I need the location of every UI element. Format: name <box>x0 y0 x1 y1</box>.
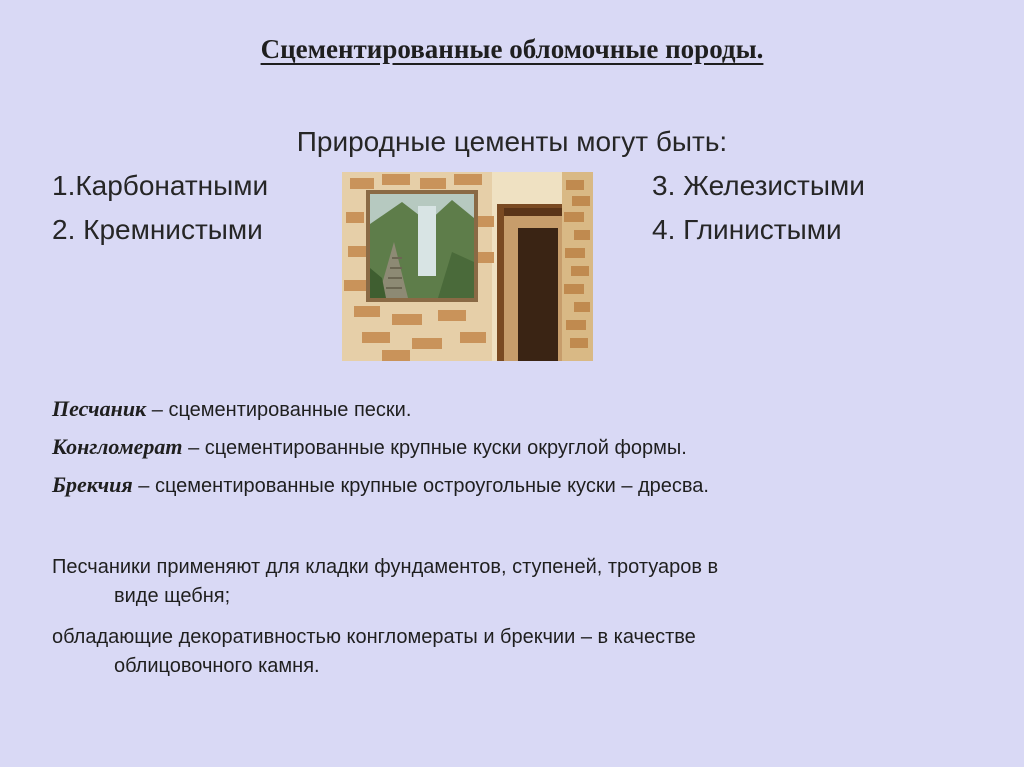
cements-heading: Природные цементы могут быть: <box>296 126 728 157</box>
term-sandstone: Песчаник <box>52 396 147 421</box>
term-breccia: Брекчия <box>52 472 133 497</box>
usage-paragraph-sandstone <box>52 553 952 611</box>
usage-paragraph-decorative <box>52 623 952 681</box>
cement-siliceous: 2. Кремнистыми <box>52 214 263 245</box>
paragraph-line: виде щебня; <box>114 585 231 607</box>
cement-clay: 4. Глинистыми <box>652 214 842 245</box>
cement-ferruginous: 3. Железистыми <box>652 170 865 201</box>
definition-text: – сцементированные крупные остроугольные куски – дресва. <box>132 475 709 497</box>
paragraph-line: облицовочного камня. <box>114 655 320 677</box>
decorative-stone-wall-photo <box>342 172 593 361</box>
definition-breccia <box>52 472 709 498</box>
definition-conglomerate <box>52 434 687 460</box>
paragraph-line: обладающие декоративностью конгломераты и брекчии – в качестве <box>52 626 696 648</box>
cement-carbonate: 1.Карбонатными <box>52 170 269 201</box>
slide-title: Сцементированные обломочные породы. <box>260 34 764 64</box>
definition-text: – сцементированные пески. <box>146 399 412 421</box>
definition-sandstone <box>52 396 411 422</box>
definition-text: – сцементированные крупные куски округлой формы. <box>182 437 687 459</box>
term-conglomerate: Конгломерат <box>52 434 183 459</box>
paragraph-line: Песчаники применяют для кладки фундаментов, ступеней, тротуаров в <box>52 556 719 578</box>
